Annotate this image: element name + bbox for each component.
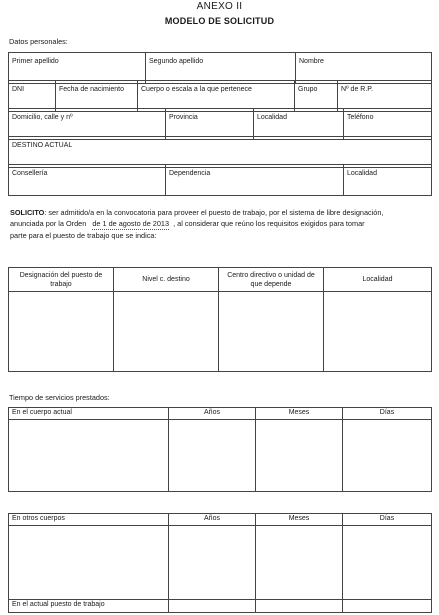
services-label: Tiempo de servicios prestados: — [9, 393, 110, 402]
form-title: MODELO DE SOLICITUD — [164, 16, 275, 26]
services-other-bodies-table — [8, 513, 432, 613]
position-center-cell[interactable] — [219, 292, 324, 372]
current-post-label: En el actual puesto de trabajo — [9, 600, 169, 613]
current-body-years[interactable] — [169, 420, 256, 492]
personal-row-department — [8, 164, 432, 196]
current-body-days[interactable] — [343, 420, 432, 492]
current-post-days[interactable] — [343, 600, 432, 613]
services-current-body-table — [8, 407, 432, 492]
conselleria-field[interactable]: Consellería — [9, 165, 166, 196]
position-designation-cell[interactable] — [9, 292, 114, 372]
current-post-years[interactable] — [169, 600, 256, 613]
position-locality-cell[interactable] — [324, 292, 432, 372]
other-bodies-months[interactable] — [256, 526, 343, 600]
position-header-level: Nivel c. destino — [114, 268, 219, 292]
current-body-months[interactable] — [256, 420, 343, 492]
position-table — [8, 267, 432, 372]
dni-field[interactable]: DNI — [9, 81, 56, 112]
annex-label: ANEXO II — [196, 1, 243, 12]
current-destination-label: DESTINO ACTUAL — [9, 137, 432, 168]
personal-data-label: Datos personales: — [9, 37, 68, 46]
second-surname-field[interactable]: Segundo apellido — [146, 53, 296, 84]
current-body-cell[interactable] — [9, 420, 169, 492]
position-level-cell[interactable] — [114, 292, 219, 372]
dependency-field[interactable]: Dependencia — [166, 165, 344, 196]
address-field[interactable]: Domicilio, calle y nº — [9, 109, 166, 140]
years-header: Años — [169, 514, 256, 526]
first-surname-field[interactable]: Primer apellido — [9, 53, 146, 84]
other-bodies-label: En otros cuerpos — [9, 514, 169, 526]
group-field[interactable]: Grupo — [295, 81, 338, 112]
current-body-label: En el cuerpo actual — [9, 408, 169, 420]
birth-date-field[interactable]: Fecha de nacimiento — [56, 81, 138, 112]
position-header-locality: Localidad — [324, 268, 432, 292]
locality-field[interactable]: Localidad — [254, 109, 344, 140]
days-header: Días — [343, 408, 432, 420]
years-header: Años — [169, 408, 256, 420]
months-header: Meses — [256, 514, 343, 526]
other-bodies-cell[interactable] — [9, 526, 169, 600]
days-header: Días — [343, 514, 432, 526]
solicito-paragraph: SOLICITO: ser admitido/a en la convocatoria para proveer el puesto de trabajo, por el sistema de libre designación, anunciada por la Orden de 1 de agosto de 2013 , al considerar que reúno los requisitos exigidos para tomar parte para el puesto de trabajo que se indica: — [10, 208, 384, 240]
solicito-label: SOLICITO — [10, 208, 45, 217]
months-header: Meses — [256, 408, 343, 420]
position-header-center: Centro directivo o unidad de que depende — [219, 268, 324, 292]
other-bodies-days[interactable] — [343, 526, 432, 600]
province-field[interactable]: Provincia — [166, 109, 254, 140]
current-post-months[interactable] — [256, 600, 343, 613]
name-field[interactable]: Nombre — [296, 53, 432, 84]
order-date-field[interactable]: de 1 de agosto de 2013 — [92, 219, 170, 228]
body-scale-field[interactable]: Cuerpo o escala a la que pertenece — [138, 81, 295, 112]
rp-number-field[interactable]: Nº de R.P. — [338, 81, 432, 112]
phone-field[interactable]: Teléfono — [344, 109, 432, 140]
other-bodies-years[interactable] — [169, 526, 256, 600]
position-header-designation: Designación del puesto de trabajo — [9, 268, 114, 292]
destination-locality-field[interactable]: Localidad — [344, 165, 432, 196]
